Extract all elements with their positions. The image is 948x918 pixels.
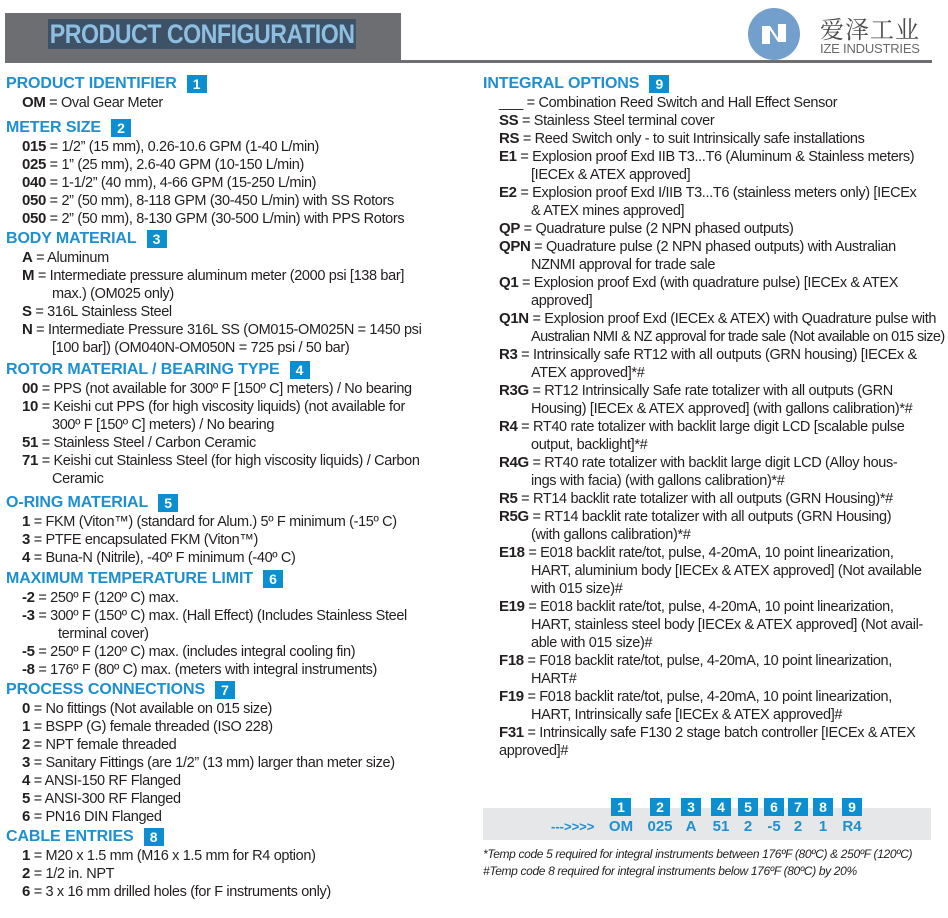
config-position-badge: 7 [788, 798, 808, 816]
option-item [6, 643, 476, 661]
config-position-value: 51 [712, 818, 730, 835]
option-item [6, 94, 476, 112]
option-item [6, 321, 476, 357]
option-desc: = Oval Gear Meter [49, 95, 163, 111]
section-title: MAXIMUM TEMPERATURE LIMIT [6, 570, 253, 587]
option-desc: = Explosion proof Exd (with quadrature pulse) [IECEx & ATEX [522, 275, 899, 291]
option-desc: = Intrinsically safe RT12 with all outputs (GRN housing) [IECEx & [521, 347, 917, 363]
option-code: E19 [499, 598, 525, 615]
option-desc-continued: Ceramic [52, 471, 104, 487]
option-desc: = Quadrature pulse (2 NPN phased outputs) with Australian [534, 239, 896, 255]
option-code: F31 [499, 724, 524, 741]
option-code: R5G [499, 508, 529, 525]
section-number-badge: 7 [215, 681, 235, 699]
option-item [6, 398, 476, 434]
option-code: ___ [499, 94, 523, 111]
option-code: R3G [499, 382, 529, 399]
option-code: SS [499, 112, 519, 129]
option-item [6, 772, 476, 790]
option-item [6, 865, 476, 883]
logo-chinese-name: 爱泽工业 [820, 17, 920, 44]
right-column [483, 73, 945, 760]
option-item [6, 303, 476, 321]
config-position-badge: 8 [813, 798, 833, 816]
option-item [6, 380, 476, 398]
option-desc: = 2” (50 mm), 8-130 GPM (30-500 L/min) with PPS Rotors [49, 211, 405, 227]
option-desc: = Buna-N (Nitrile), -40º F minimum (-40º C) [33, 550, 296, 566]
option-code: -8 [22, 661, 35, 678]
option-desc: = E018 backlit rate/tot, pulse, 4-20mA, 10 point linearization, [528, 545, 894, 561]
option-item [483, 130, 945, 148]
option-item [483, 652, 945, 688]
section-cable-entries [6, 827, 476, 847]
option-desc: = 3 x 16 mm drilled holes (for F instruments only) [33, 884, 331, 900]
config-position-value: -5 [767, 818, 781, 835]
option-item [6, 661, 476, 679]
config-position-value: 2 [743, 818, 753, 835]
option-code: M [22, 267, 35, 284]
option-code: 6 [22, 883, 30, 900]
section-title: CABLE ENTRIES [6, 828, 134, 845]
option-desc: = ANSI-300 RF Flanged [33, 791, 181, 807]
option-code: A [22, 249, 33, 266]
option-item [483, 418, 945, 454]
option-desc: = Explosion proof Exd IIB T3...T6 (Aluminum & Stainless meters) [520, 149, 915, 165]
section-number-badge: 3 [147, 230, 167, 248]
option-item [6, 718, 476, 736]
option-code: R5 [499, 490, 518, 507]
option-item [483, 688, 945, 724]
option-item [483, 94, 945, 112]
option-desc-continued: HART, aluminium body [IECEx & ATEX approved] (Not available [531, 563, 922, 579]
option-desc-continued: max.) (OM025 only) [52, 286, 174, 302]
option-desc: = 300º F (150º C) max. (Hall Effect) (Includes Stainless Steel [38, 608, 407, 624]
option-code: QP [499, 220, 520, 237]
option-desc: = ANSI-150 RF Flanged [33, 773, 181, 789]
company-logo [748, 6, 938, 58]
option-item [6, 808, 476, 826]
option-code: 3 [22, 754, 30, 771]
option-item [483, 220, 945, 238]
option-code: 00 [22, 380, 38, 397]
option-item [6, 513, 476, 531]
option-desc: = Keishi cut Stainless Steel (for high viscosity liquids) / Carbon [41, 453, 420, 469]
section-number-badge: 9 [649, 75, 669, 93]
section-number-badge: 2 [111, 119, 131, 137]
option-desc-continued: with 015 size)# [531, 581, 623, 597]
section-rotor-material [6, 360, 476, 380]
option-desc-continued: Housing) [IECEx & ATEX approved] (with gallons calibration)*# [531, 401, 913, 417]
option-code: OM [22, 94, 46, 111]
option-item [6, 700, 476, 718]
option-item [6, 607, 476, 643]
section-title: BODY MATERIAL [6, 230, 137, 247]
option-item [483, 274, 945, 310]
option-desc: = Explosion proof Exd I/IIB T3...T6 (stainless meters only) [IECEx [520, 185, 917, 201]
option-item [6, 736, 476, 754]
section-oring-material [6, 493, 476, 513]
section-title: ROTOR MATERIAL / BEARING TYPE [6, 361, 280, 378]
option-desc: = FKM (Viton™) (standard for Alum.) 5º F minimum (-15º C) [33, 514, 397, 530]
option-desc: = RT12 Intrinsically Safe rate totalizer with all outputs (GRN [532, 383, 893, 399]
option-desc-continued: (with gallons calibration)*# [531, 527, 691, 543]
config-position-badge: 9 [842, 798, 862, 816]
option-desc: = Quadrature pulse (2 NPN phased outputs) [523, 221, 794, 237]
option-desc: = F018 backlit rate/tot, pulse, 4-20mA, 10 point linearization, [527, 653, 892, 669]
option-desc: = RT14 backlit rate totalizer with all outputs (GRN Housing)*# [521, 491, 893, 507]
option-code: 4 [22, 549, 30, 566]
option-code: 5 [22, 790, 30, 807]
option-desc: = No fittings (Not available on 015 size) [33, 701, 273, 717]
option-item [483, 148, 945, 184]
option-item [483, 490, 945, 508]
option-item [483, 238, 945, 274]
config-position-badge: 2 [650, 798, 670, 816]
section-body-material [6, 229, 476, 249]
footnotes [483, 846, 943, 880]
option-item [483, 184, 945, 220]
section-title: O-RING MATERIAL [6, 494, 149, 511]
option-desc: = M20 x 1.5 mm (M16 x 1.5 mm for R4 option) [33, 848, 316, 864]
option-desc: = 316L Stainless Steel [35, 304, 172, 320]
option-desc: = Intrinsically safe F130 2 stage batch controller [IECEx & ATEX [527, 725, 916, 741]
option-desc: = RT14 backlit rate totalizer with all outputs (GRN Housing) [532, 509, 892, 525]
option-desc-continued: 300º F [150º C] meters) / No bearing [52, 417, 275, 433]
option-code: RS [499, 130, 520, 147]
option-code: 025 [22, 156, 46, 173]
option-desc: = 250º F (120º C) max. (includes integral cooling fin) [38, 644, 356, 660]
option-desc-continued: & ATEX mines approved] [531, 203, 685, 219]
section-title: PRODUCT IDENTIFIER [6, 75, 177, 92]
section-integral-options [483, 74, 945, 94]
option-code: 1 [22, 718, 30, 735]
option-desc: = 176º F (80º C) max. (meters with integral instruments) [38, 662, 378, 678]
config-position-badge: 3 [681, 798, 701, 816]
option-desc: = Stainless Steel / Carbon Ceramic [41, 435, 256, 451]
config-position-value: OM [608, 818, 634, 835]
option-code: 1 [22, 847, 30, 864]
option-desc: = Explosion proof Exd (IECEx & ATEX) with Quadrature pulse with [532, 311, 937, 327]
section-number-badge: 4 [290, 361, 310, 379]
option-code: 050 [22, 210, 46, 227]
option-code: Q1N [499, 310, 529, 327]
config-position-value: 025 [647, 818, 673, 835]
option-code: E18 [499, 544, 525, 561]
option-code: 10 [22, 398, 38, 415]
option-desc: = RT40 rate totalizer with backlit large digit LCD (Alloy hous- [532, 455, 898, 471]
section-number-badge: 1 [187, 75, 207, 93]
section-title: INTEGRAL OPTIONS [483, 75, 640, 92]
option-desc: = PN16 DIN Flanged [33, 809, 162, 825]
option-code: E2 [499, 184, 517, 201]
option-desc: = Aluminum [36, 250, 109, 266]
option-desc: = E018 backlit rate/tot, pulse, 4-20mA, 10 point linearization, [528, 599, 894, 615]
config-position-value: A [685, 818, 697, 835]
option-desc: = Keishi cut PPS (for high viscosity liquids) (not available for [41, 399, 405, 415]
option-desc-continued: able with 015 size)# [531, 635, 653, 651]
option-desc: = 1-1/2” (40 mm), 4-66 GPM (15-250 L/min) [49, 175, 317, 191]
config-arrow: --->>>> [551, 819, 595, 834]
option-item [6, 790, 476, 808]
option-item [6, 249, 476, 267]
section-title: PROCESS CONNECTIONS [6, 681, 206, 698]
option-item [483, 310, 945, 346]
option-code: E1 [499, 148, 517, 165]
option-desc-continued: output, backlight]*# [531, 437, 648, 453]
option-code: R4G [499, 454, 529, 471]
option-desc: = Intermediate Pressure 316L SS (OM015-OM025N = 1450 psi [36, 322, 422, 338]
example-config [483, 798, 931, 842]
option-code: N [22, 321, 33, 338]
config-position-badge: 4 [711, 798, 731, 816]
option-desc-continued: [IECEx & ATEX approved] [531, 167, 691, 183]
logo-english-name: IZE INDUSTRIES [820, 41, 920, 56]
option-item [483, 724, 945, 760]
option-desc: = 1” (25 mm), 2.6-40 GPM (10-150 L/min) [49, 157, 304, 173]
option-code: 6 [22, 808, 30, 825]
section-process-connections [6, 680, 476, 700]
option-code: 040 [22, 174, 46, 191]
option-code: Q1 [499, 274, 519, 291]
option-item [483, 454, 945, 490]
option-item [483, 544, 945, 598]
config-position-badge: 5 [738, 798, 758, 816]
option-desc: = F018 backlit rate/tot, pulse, 4-20mA, 10 point linearization, [527, 689, 892, 705]
option-desc: = Stainless Steel terminal cover [522, 113, 715, 129]
option-item [6, 210, 476, 228]
header-divider [400, 60, 932, 63]
section-max-temperature [6, 569, 476, 589]
option-item [6, 174, 476, 192]
option-desc-continued: Australian NMI & NZ approval for trade sale (Not available on 015 size) [531, 329, 945, 345]
option-code: R3 [499, 346, 518, 363]
option-code: 050 [22, 192, 46, 209]
option-desc: = PPS (not available for 300º F [150º C] meters) / No bearing [41, 381, 412, 397]
option-desc-continued: approved] [531, 293, 593, 309]
option-desc-continued: approved]# [499, 743, 569, 759]
config-position-badge: 6 [764, 798, 784, 816]
option-desc: = 1/2” (15 mm), 0.26-10.6 GPM (1-40 L/min) [49, 139, 320, 155]
option-code: S [22, 303, 32, 320]
option-code: -2 [22, 589, 35, 606]
option-desc: = Intermediate pressure aluminum meter (2000 psi [138 bar] [37, 268, 405, 284]
option-item [6, 452, 476, 488]
option-code: -5 [22, 643, 35, 660]
option-desc-continued: [100 bar]) (OM040N-OM050N = 725 psi / 50 bar) [52, 340, 350, 356]
option-item [6, 434, 476, 452]
option-item [483, 346, 945, 382]
option-desc: = RT40 rate totalizer with backlit large digit LCD [scalable pulse [521, 419, 905, 435]
option-code: 4 [22, 772, 30, 789]
option-code: QPN [499, 238, 531, 255]
option-desc: = 2” (50 mm), 8-118 GPM (30-450 L/min) with SS Rotors [49, 193, 394, 209]
option-item [483, 508, 945, 544]
option-desc-continued: HART, Intrinsically safe [IECEx & ATEX approved]# [531, 707, 843, 723]
page-title: PRODUCT CONFIGURATION [49, 19, 355, 49]
option-code: R4 [499, 418, 518, 435]
option-item [6, 549, 476, 567]
section-number-badge: 6 [263, 570, 283, 588]
option-code: F19 [499, 688, 524, 705]
option-desc-continued: NZNMI approval for trade sale [531, 257, 716, 273]
option-code: 015 [22, 138, 46, 155]
option-desc-continued: ings with facia) (with gallons calibration)*# [531, 473, 785, 489]
option-code: 71 [22, 452, 38, 469]
option-code: -3 [22, 607, 35, 624]
option-item [6, 192, 476, 210]
option-desc: = Reed Switch only - to suit Intrinsically safe installations [522, 131, 865, 147]
option-desc-continued: HART# [531, 671, 577, 687]
option-item [483, 382, 945, 418]
option-code: F18 [499, 652, 524, 669]
left-column [6, 73, 476, 901]
section-meter-size [6, 118, 476, 138]
option-item [6, 589, 476, 607]
section-title: METER SIZE [6, 119, 102, 136]
option-item [6, 267, 476, 303]
config-position-value: 2 [793, 818, 803, 835]
option-desc-continued: terminal cover) [58, 626, 149, 642]
footnote: #Temp code 8 required for integral instruments below 176ºF (80ºC) by 20% [483, 864, 857, 878]
option-code: 0 [22, 700, 30, 717]
config-position-value: R4 [842, 818, 862, 835]
option-desc: = 250º F (120º C) max. [38, 590, 179, 606]
option-item [6, 847, 476, 865]
config-position-badge: 1 [611, 798, 631, 816]
option-code: 1 [22, 513, 30, 530]
option-desc-continued: HART, stainless steel body [IECEx & ATEX approved] (Not avail- [531, 617, 923, 633]
section-number-badge: 5 [158, 494, 178, 512]
section-number-badge: 8 [144, 828, 164, 846]
config-position-value: 1 [818, 818, 828, 835]
option-desc: = BSPP (G) female threaded (ISO 228) [33, 719, 273, 735]
option-item [483, 598, 945, 652]
option-desc: = Combination Reed Switch and Hall Effect Sensor [526, 95, 838, 111]
option-code: 3 [22, 531, 30, 548]
ize-logo-icon [748, 8, 800, 60]
option-item [6, 883, 476, 901]
option-desc: = Sanitary Fittings (are 1/2” (13 mm) larger than meter size) [33, 755, 395, 771]
option-code: 2 [22, 865, 30, 882]
option-desc: = NPT female threaded [33, 737, 177, 753]
option-item [6, 531, 476, 549]
option-code: 2 [22, 736, 30, 753]
option-item [6, 156, 476, 174]
option-code: 51 [22, 434, 38, 451]
option-item [6, 754, 476, 772]
option-desc-continued: ATEX approved]*# [531, 365, 645, 381]
section-product-identifier [6, 74, 476, 94]
footnote: *Temp code 5 required for integral instruments between 176ºF (80ºC) & 250ºF (120ºC) [483, 847, 913, 861]
option-desc: = 1/2 in. NPT [33, 866, 115, 882]
option-item [6, 138, 476, 156]
option-item [483, 112, 945, 130]
option-desc: = PTFE encapsulated FKM (Viton™) [33, 532, 258, 548]
